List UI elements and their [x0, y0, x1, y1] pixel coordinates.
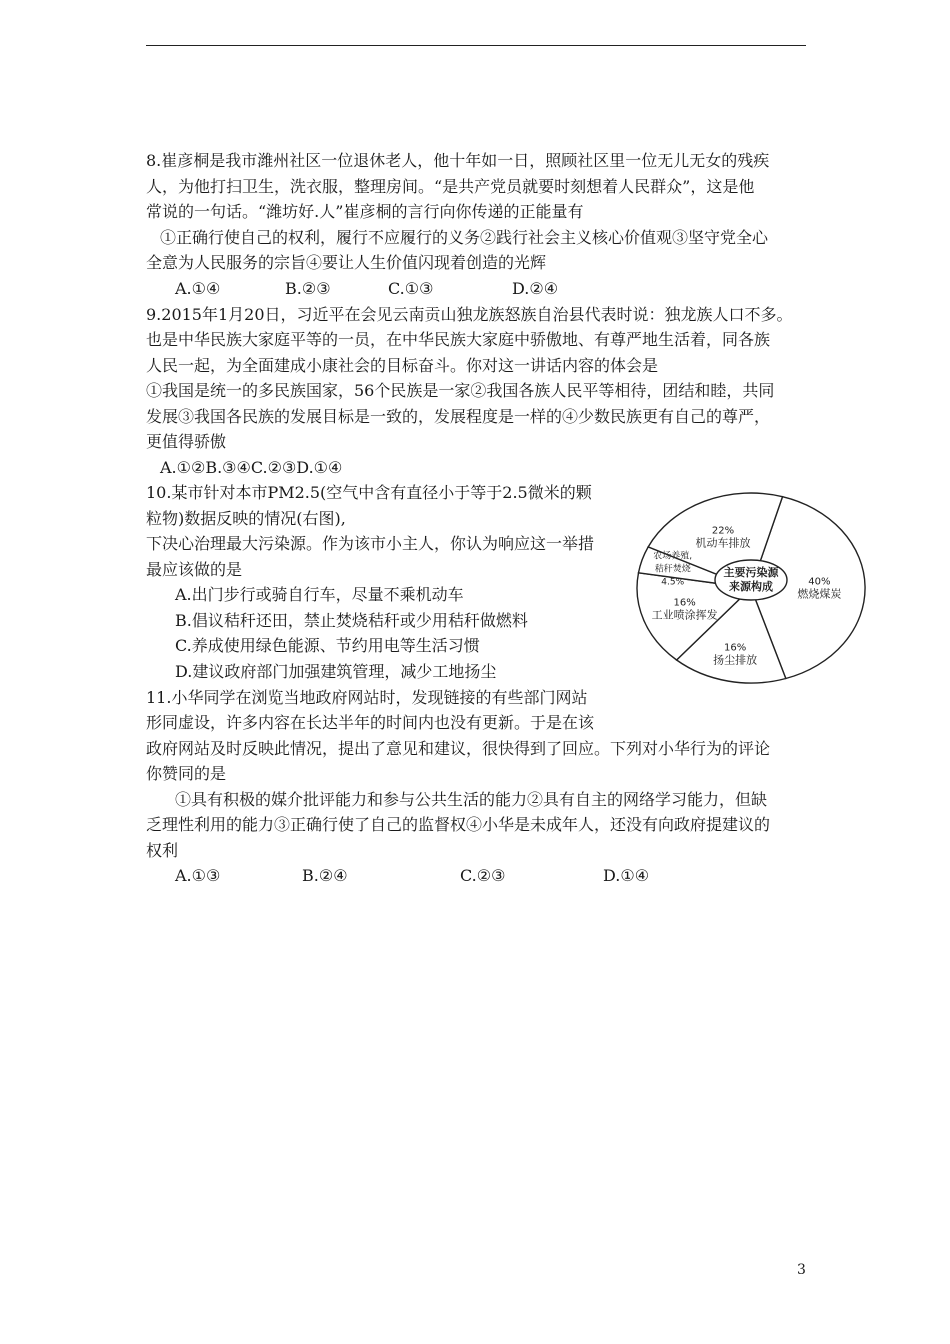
q10-line-3: 下决心治理最大污染源。作为该市小主人，你认为响应这一举措 [146, 534, 595, 553]
pie-label-1-1: 扬尘排放 [713, 653, 758, 667]
q9-line-2: 也是中华民族大家庭平等的一员，在中华民族大家庭中骄傲地、有尊严地生活着，同各族 [146, 330, 771, 349]
pie-label-0-0: 40% [808, 576, 831, 588]
q8-option-b: B.②③ [285, 279, 331, 298]
pie-label-0-1: 燃烧煤炭 [797, 587, 842, 601]
q10-line-2: 粒物)数据反映的情况(右图), [146, 509, 346, 528]
q9-line-5: 发展③我国各民族的发展目标是一致的，发展程度是一样的④少数民族更有自己的尊严， [146, 407, 771, 426]
q11-line-2: 形同虚设，许多内容在长达半年的时间内也没有更新。于是在该 [146, 713, 595, 732]
page-number: 3 [797, 1262, 806, 1278]
q9-line-4: ①我国是统一的多民族国家，56个民族是一家②我国各族人民平等相待，团结和睦，共同 [146, 381, 775, 400]
q8-option-a: A.①④ [175, 279, 221, 298]
q11-option-a: A.①③ [175, 866, 221, 885]
pie-label-3-2: 4.5% [661, 577, 685, 588]
q8-line-5: 全意为人民服务的宗旨④要让人生价值闪现着创造的光辉 [146, 253, 547, 272]
q9-line-3: 人民一起，为全面建成小康社会的目标奋斗。你对这一讲话内容的体会是 [146, 356, 659, 375]
q8-option-d: D.②④ [512, 279, 559, 298]
pie-center-label-1: 主要污染源 [723, 566, 779, 579]
q11-option-d: D.①④ [603, 866, 650, 885]
q10-option-a: A.出门步行或骑自行车，尽量不乘机动车 [175, 585, 464, 604]
pollution-pie-chart [630, 488, 880, 708]
q11-line-5: ①具有积极的媒介批评能力和参与公共生活的能力②具有自主的网络学习能力，但缺 [175, 790, 768, 809]
q8-line-4: ①正确行使自己的权利，履行不应履行的义务②践行社会主义核心价值观③坚守党全心 [160, 228, 769, 247]
q9-line-6: 更值得骄傲 [146, 432, 227, 451]
q11-line-3: 政府网站及时反映此情况，提出了意见和建议，很快得到了回应。下列对小华行为的评论 [146, 739, 771, 758]
pie-label-2-1: 工业喷涂挥发 [651, 608, 718, 622]
header-rule [146, 45, 806, 46]
q11-line-7: 权利 [146, 841, 179, 860]
q8-option-c: C.①③ [388, 279, 434, 298]
q11-line-1: 11.小华同学在浏览当地政府网站时，发现链接的有些部门网站 [146, 688, 588, 707]
q10-option-c: C.养成使用绿色能源、节约用电等生活习惯 [175, 636, 480, 655]
q10-option-b: B.倡议秸秆还田，禁止焚烧秸秆或少用秸秆做燃料 [175, 611, 528, 630]
q8-line-3: 常说的一句话。“潍坊好.人”崔彦桐的言行向你传递的正能量有 [146, 202, 584, 221]
pie-center-label-2: 来源构成 [729, 580, 773, 593]
q11-line-6: 乏理性利用的能力③正确行使了自己的监督权④小华是未成年人，还没有向政府提建议的 [146, 815, 771, 834]
q11-option-c: C.②③ [460, 866, 506, 885]
pie-label-2-0: 16% [673, 597, 696, 609]
q11-line-4: 你赞同的是 [146, 764, 227, 783]
q10-line-1: 10.某市针对本市PM2.5(空气中含有直径小于等于2.5微米的颗 [146, 483, 592, 502]
q9-line-1: 9.2015年1月20日，习近平在会见云南贡山独龙族怒族自治县代表时说：独龙族人口不多。 [146, 305, 793, 324]
q10-option-d: D.建议政府部门加强建筑管理，减少工地扬尘 [175, 662, 497, 681]
q9-options: A.①②B.③④C.②③D.①④ [160, 458, 343, 477]
pie-label-3-1: 秸秆焚烧 [654, 564, 691, 575]
pie-label-4-1: 机动车排放 [695, 536, 751, 550]
q11-option-b: B.②④ [302, 866, 348, 885]
q8-line-1: 8.崔彦桐是我市潍州社区一位退休老人，他十年如一日，照顾社区里一位无儿无女的残疾 [146, 151, 770, 170]
pie-label-3-0: 农场养殖, [653, 551, 693, 562]
pie-label-1-0: 16% [723, 642, 747, 654]
q8-line-2: 人，为他打扫卫生，洗衣服，整理房间。“是共产党员就要时刻想着人民群众”，这是他 [146, 177, 755, 196]
pie-label-4-0: 22% [711, 525, 735, 537]
q10-line-4: 最应该做的是 [146, 560, 243, 579]
